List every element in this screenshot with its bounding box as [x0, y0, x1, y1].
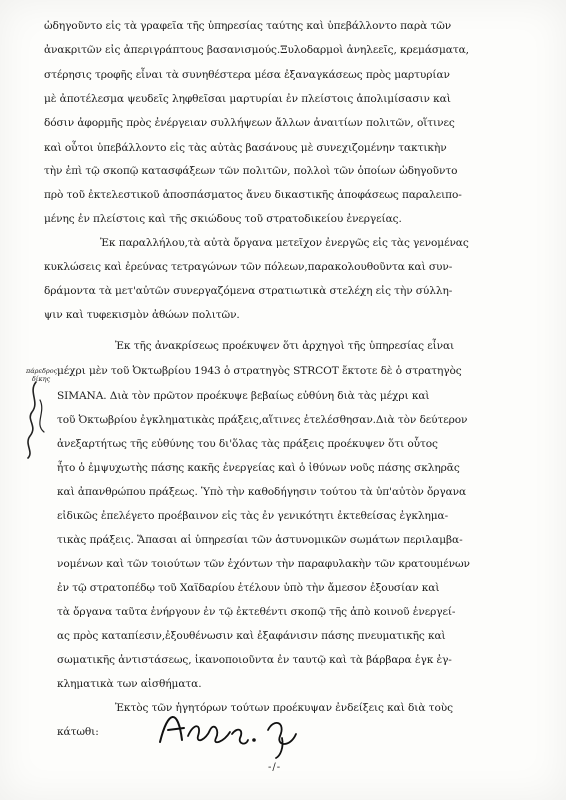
- text-line: SIMANA. Διὰ τὸν πρῶτον προέκυψε βεβαίως εὐθύνη διὰ τὰς μέχρι καὶ: [57, 390, 430, 402]
- text-line: τοῦ Ὀκτωβρίου ἐγκληματικὰς πράξεις,αἵτινες ἐτελέσθησαν.Διὰ τὸν δεύτερον: [57, 414, 468, 426]
- text-line: καὶ ἀπανθρώπου πράξεως. Ὑπὸ τὴν καθοδήγησιν τούτου τὰ ὑπ'αὐτὸν ὄργανα: [57, 486, 467, 498]
- text-line: καὶ οὗτοι ὑπεβάλλοντο εἰς τὰς αὐτὰς βασάνους μὲ συνεχιζομένην τακτικὴν: [44, 142, 447, 154]
- text-line: κυκλώσεις καὶ ἐρεύνας τετραγώνων τῶν πόλεων,παρακολουθοῦντα καὶ συν-: [44, 261, 453, 273]
- text-line: τὰ ὄργανα ταῦτα ἐνήργουν ἐν τῷ ἐκτεθέντι σκοπῷ τῆς ἀπὸ κοινοῦ ἐνεργεί-: [57, 606, 456, 618]
- text-line: τικὰς πράξεις. Ἅπασαι αἱ ὑπηρεσίαι τῶν ἀστυνομικῶν σωμάτων περιλαμβα-: [57, 534, 463, 546]
- text-line: δόσιν ἀφορμῆς πρὸς ἐνέργειαν συλλήψεων ἄλλων ἀναιτίων πολιτῶν, οἵτινες: [44, 117, 455, 129]
- text-line: μὲ ἀποτέλεσμα ψευδεῖς ληφθεῖσαι μαρτυρίαι ἐν πλείστοις ἀπολιμίσασιν καὶ: [44, 93, 451, 105]
- handwritten-signature: [150, 700, 320, 760]
- text-line: σωματικῆς ἀντιστάσεως, ἱκανοποιοῦντα ἐν ταυτῷ καὶ τὰ βάρβαρα ἐγκ ἐγ-: [57, 654, 452, 666]
- text-line: νομένων καὶ τῶν τοιούτων τῶν ἐχόντων τὴν παραφυλακὴν τῶν κρατουμένων: [57, 558, 470, 570]
- text-line: ἐν τῷ στρατοπέδῳ τοῦ Χαϊδαρίου ἐτέλουν ὑπὸ τὴν ἄμεσον ἐξουσίαν καὶ: [57, 582, 440, 594]
- text-line: μέχρι μὲν τοῦ Ὀκτωβρίου 1943 ὁ στρατηγὸς STRCOT ἔκτοτε δὲ ὁ στρατηγὸς: [57, 365, 462, 377]
- text-line: δράμοντα τὰ μετ'αὐτῶν συνεργαζόμενα στρατιωτικὰ στελέχη εἰς τὴν σύλλη-: [44, 285, 453, 297]
- margin-note: πάρεδρος δίκης: [26, 367, 58, 383]
- text-line: κληματικὰ των αἰσθήματα.: [57, 678, 202, 690]
- text-line: Ἐκ παραλλήλου,τὰ αὐτὰ ὄργανα μετεῖχον ἐνεργῶς εἰς τὰς γενομένας: [100, 237, 469, 249]
- text-line: ψιν καὶ τυφεκισμὸν ἀθώων πολιτῶν.: [44, 309, 240, 321]
- text-line: ας πρὸς καταπίεσιν,ἐξουθένωσιν καὶ ἐξαφάνισιν πάσης πνευματικῆς καὶ: [57, 630, 446, 642]
- text-line: Ἐκτὸς τῶν ἡγητόρων τούτων προέκυψαν ἐνδείξεις καὶ διὰ τοὺς: [115, 702, 453, 714]
- text-line: εἰδικῶς ἐπελέγετο προέβαινον εἰς τὰς ἐν γενικότητι ἐκτεθείσας ἐγκλημα-: [57, 510, 449, 522]
- text-line: κάτωθι:: [57, 726, 99, 738]
- text-line: μένης ἐν πλείστοις καὶ τῆς σκιώδους τοῦ στρατοδικείου ἐνεργείας.: [44, 213, 402, 225]
- text-line: τὴν ἐπὶ τῷ σκοπῷ κατασφάξεων τῶν πολιτῶν, πολλοὶ τῶν ὁποίων ὡδηγοῦντο: [44, 165, 458, 177]
- text-line: ἦτο ὁ ἐμψυχωτὴς πάσης κακῆς ἐνεργείας καὶ ὁ ἰθύνων νοῦς πάσης σκληρᾶς: [57, 462, 460, 474]
- text-line: ἀνακριτῶν εἰς ἀπεριγράπτους βασανισμούς.Ξυλοδαρμοὶ ἀνηλεεῖς, κρεμάσματα,: [44, 44, 469, 56]
- text-line: ἀνεξαρτήτως τῆς εὐθύνης του δι'ὅλας τὰς πράξεις προέκυψεν ὅτι οὗτος: [57, 438, 438, 450]
- text-line: ὡδηγοῦντο εἰς τὰ γραφεῖα τῆς ὑπηρεσίας ταύτης καὶ ὑπεβάλλοντο παρὰ τῶν: [44, 20, 452, 32]
- text-line: πρὸ τοῦ ἐκτελεστικοῦ ἀποσπάσματος ἄνευ δικαστικῆς ἀποφάσεως παραλειπο-: [44, 189, 462, 201]
- text-line: Ἐκ τῆς ἀνακρίσεως προέκυψεν ὅτι ἀρχηγοὶ τῆς ὑπηρεσίας εἶναι: [115, 340, 455, 352]
- page-number: -/-: [268, 762, 282, 773]
- text-line: στέρησις τροφῆς εἶναι τὰ συνηθέστερα μέσα ἐξαναγκάσεως πρὸς μαρτυρίαν: [44, 69, 450, 81]
